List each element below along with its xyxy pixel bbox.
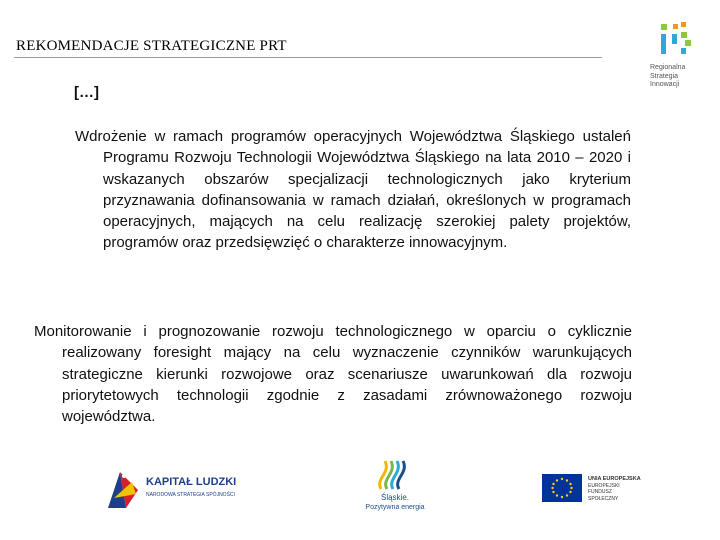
slaskie-title: Śląskie. bbox=[380, 493, 409, 502]
kapital-ludzki-subtitle: NARODOWA STRATEGIA SPÓJNOŚCI bbox=[146, 492, 235, 498]
page-title: REKOMENDACJE STRATEGICZNE PRT bbox=[16, 38, 287, 54]
rsi-logo-line: Innowacji bbox=[650, 81, 680, 88]
slaskie-logo bbox=[355, 455, 435, 517]
kapital-ludzki-icon bbox=[106, 468, 142, 514]
rsi-logo-mark-icon bbox=[655, 20, 695, 60]
rsi-logo-line: Strategia bbox=[650, 72, 679, 80]
eu-flag-icon bbox=[542, 474, 582, 502]
kapital-ludzki-logo bbox=[106, 468, 237, 514]
rsi-logo bbox=[650, 20, 710, 90]
rsi-logo-text bbox=[650, 64, 685, 90]
slaskie-subtitle: Pozytywna energia bbox=[365, 504, 425, 511]
slaskie-wave-icon bbox=[355, 455, 435, 493]
recommendation-paragraph-2: Monitorowanie i prognozowanie rozwoju technologicznego w oparciu o cyklicznie realizowany foresight mający na celu wyznaczenie czynników warunkujących strategiczne kierunki rozwojowe oraz scenariusze uwarunkowań dla rozwoju priorytetowych technologii zgodnie z zasadami zrównoważonego rozwoju województwa. bbox=[34, 323, 632, 426]
eu-logo bbox=[542, 470, 642, 506]
header-divider bbox=[14, 57, 602, 58]
eu-subtitle: FUNDUSZ SPOŁECZNY bbox=[588, 489, 619, 502]
rsi-logo-line: Regionalna bbox=[650, 64, 686, 71]
ellipsis-marker: […] bbox=[74, 84, 99, 101]
eu-text bbox=[588, 476, 642, 502]
eu-subtitle: EUROPEJSKI bbox=[588, 482, 620, 489]
kapital-ludzki-title: KAPITAŁ LUDZKI bbox=[146, 476, 237, 488]
eu-title: UNIA EUROPEJSKA bbox=[588, 476, 641, 482]
recommendation-paragraph-1: Wdrożenie w ramach programów operacyjnych Województwa Śląskiego ustaleń Programu Rozwoju Technologii Województwa Śląskiego na lata 2010 – 2020 i wskazanych obszarów specjalizacji technologicznych jako kryterium przyznawania dofinansowania w ramach działań, określonych w programach operacyjnych, mających na celu realizację szerokiej palety projektów, programów oraz przedsięwzięć o charakterze innowacyjnym. bbox=[75, 128, 631, 252]
